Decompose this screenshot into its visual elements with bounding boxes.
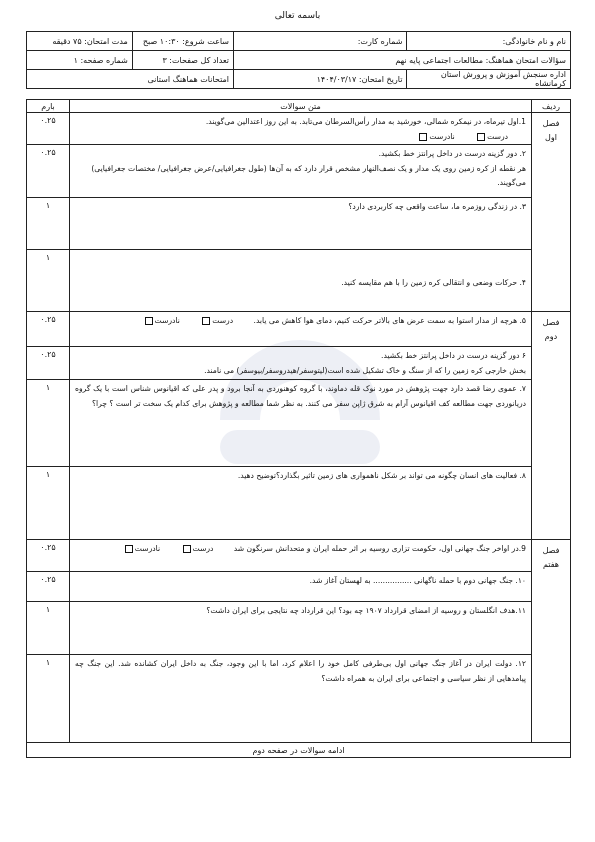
option-false[interactable]: نادرست <box>143 314 180 329</box>
total-pages: تعداد کل صفحات: ۳ <box>132 51 233 70</box>
exam-duration: مدت امتحان: ۷۵ دقیقه <box>27 32 133 51</box>
exam-title: سؤالات امتحان هماهنگ: مطالعات اجتماعی پایه نهم <box>234 51 571 70</box>
question-score: ۰.۲۵ <box>27 145 70 198</box>
question-score: ۱ <box>27 380 70 467</box>
question-score: ۱ <box>27 198 70 250</box>
checkbox-icon[interactable] <box>477 133 485 141</box>
question-4: ۴. حرکات وضعی و انتقالی کره زمین را با هم مقایسه کنید. <box>70 250 532 312</box>
page-number: شماره صفحه: ۱ <box>27 51 133 70</box>
checkbox-icon[interactable] <box>419 133 427 141</box>
question-score: ۱ <box>27 467 70 540</box>
question-score: ۱ <box>27 250 70 312</box>
card-number-label: شماره کارت: <box>234 32 407 51</box>
office-name: اداره سنجش آموزش و پرورش استان کرمانشاه <box>407 70 571 89</box>
col-row-header: ردیف <box>532 100 571 113</box>
question-score: ۰.۲۵ <box>27 540 70 572</box>
exam-header <box>26 31 571 89</box>
question-score: ۰.۲۵ <box>27 312 70 347</box>
question-score: ۰.۲۵ <box>27 572 70 602</box>
question-5: ۵. هرچه از مدار استوا به سمت عرض های بالاتر حرکت کنیم، دمای هوا کاهش می یابد. درست نادرست <box>70 312 532 347</box>
question-10: ۱۰. جنگ جهانی دوم با حمله ناگهانی ................ به لهستان آغاز شد. <box>70 572 532 602</box>
checkbox-icon[interactable] <box>145 317 153 325</box>
question-score: ۰.۲۵ <box>27 347 70 380</box>
option-true[interactable]: درست <box>200 314 233 329</box>
question-8: ۸. فعالیت های انسان چگونه می تواند بر شکل ناهمواری های زمین تاثیر بگذارد؟توضیح دهید. <box>70 467 532 540</box>
checkbox-icon[interactable] <box>202 317 210 325</box>
questions-table <box>26 99 571 758</box>
checkbox-icon[interactable] <box>183 545 191 553</box>
option-false[interactable]: نادرست <box>417 130 454 145</box>
continuation-note: ادامه سوالات در صفحه دوم <box>27 743 571 758</box>
checkbox-icon[interactable] <box>125 545 133 553</box>
basmala: باسمه تعالی <box>274 11 321 21</box>
option-true[interactable]: درست <box>475 130 508 145</box>
student-name-label: نام و نام خانوادگی: <box>407 32 571 51</box>
exam-type: امتحانات هماهنگ استانی <box>27 70 234 89</box>
question-6: ۶ دور گزینه درست در داخل پرانتز خط بکشید. بخش خارجی کره زمین را که از سنگ و خاک تشکیل شده است(لیتوسفر/هیدروسفر/بیوسفر) می نامند. <box>70 347 532 380</box>
col-text-header: متن سوالات <box>70 100 532 113</box>
question-9: 9.در اواخر جنگ جهانی اول، حکومت تزاری روسیه بر اثر حمله ایران و متحدانش سرنگون شد درست نادرست <box>70 540 532 572</box>
question-12: ۱۲. دولت ایران در آغاز جنگ جهانی اول بی‌طرفی کامل خود را اعلام کرد، اما با این وجود، جنگ به داخل ایران کشانده شد. این جنگ چه پیامدهایی از نظر سیاسی و اجتماعی برای ایران به همراه داشت؟ <box>70 655 532 743</box>
question-11: ۱۱.هدف انگلستان و روسیه از امضای قرارداد ۱۹۰۷ چه بود؟ این قرارداد چه نتایجی برای ایران داشت؟ <box>70 602 532 655</box>
question-score: ۰.۲۵ <box>27 113 70 145</box>
question-3: ۳. در زندگی روزمره ما، ساعت واقعی چه کاربردی دارد؟ <box>70 198 532 250</box>
question-score: ۱ <box>27 655 70 743</box>
option-false[interactable]: نادرست <box>123 542 160 557</box>
question-2: ۲. دور گزینه درست در داخل پرانتز خط بکشید. هر نقطه از کره زمین روی یک مدار و یک نصف‌النهار مشخص قرار دارد که به آن‌ها (طول جغرافیایی/عرض جغرافیایی/ مختصات جغرافیایی) می‌گویند. <box>70 145 532 198</box>
col-score-header: بارم <box>27 100 70 113</box>
section-label: فصل اول <box>532 113 571 312</box>
section-label: فصل هفتم <box>532 540 571 743</box>
exam-date: تاریخ امتحان: ۱۴۰۴/۰۳/۱۷ <box>234 70 407 89</box>
start-time: ساعت شروع: ۱۰:۳۰ صبح <box>132 32 233 51</box>
question-score: ۱ <box>27 602 70 655</box>
question-7: ۷. عموی رضا قصد دارد جهت پژوهش در مورد نوک قله دماوند، با گروه کوهنوردی به آنجا برود و پدر علی که اقیانوس شناس است با یک گروه دریانوردی جهت مطالعه کف اقیانوس آرام به شرق ژاپن سفر می کنند. به نظر شما مطالعه و پژوهش برای کدام یک سخت تر است ؟ چرا؟ <box>70 380 532 467</box>
question-1: 1.اول تیرماه، در نیمکره شمالی، خورشید به مدار رأس‌السرطان می‌تابد. به این روز اعتدالین می‌گویند. درست نادرست <box>70 113 532 145</box>
option-true[interactable]: درست <box>181 542 214 557</box>
section-label: فصل دوم <box>532 312 571 540</box>
